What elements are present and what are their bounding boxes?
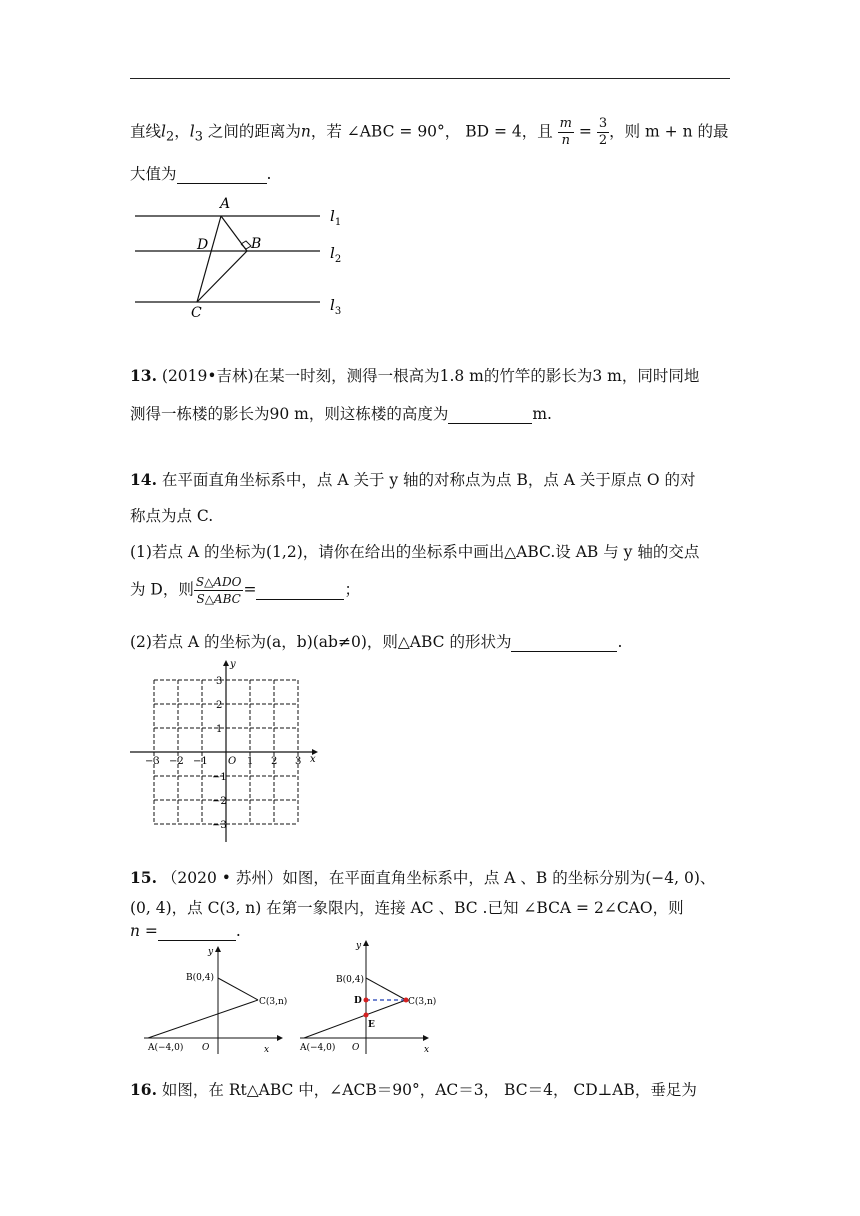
right-angle-mark [241, 241, 251, 249]
q13-unit: m. [532, 405, 552, 423]
var-l3: l [189, 122, 195, 141]
var-n: n [300, 122, 311, 141]
y-axis-label: y [356, 941, 362, 951]
label-D: D [354, 996, 362, 1006]
q15-text: （2020 • 苏州）如图，在平面直角坐标系中，点 A 、B 的坐标分别为(−4, 0)、 [156, 869, 716, 887]
period: . [266, 165, 272, 183]
q14-text: 为 D，则 [130, 580, 194, 599]
q13-text: 测得一栋楼的影长为90 m，则这栋楼的高度为 [130, 405, 449, 423]
q12-text: 直线 [130, 122, 162, 141]
q14-line-1 [130, 468, 695, 490]
y-axis-label: y [208, 947, 214, 957]
label-B: B(0,4) [186, 973, 214, 983]
x-axis-arrow [277, 1035, 283, 1041]
x-tick-labels [145, 756, 301, 767]
label-D: D [197, 237, 209, 253]
q15-figure-right [296, 934, 446, 1058]
segment-BC [218, 978, 258, 1000]
q13-line-1 [130, 364, 699, 386]
sub-3: 3 [194, 129, 203, 145]
q15-text: n = [130, 922, 158, 940]
q14-text: (2)若点 A 的坐标为(a，b)(ab≠0)，则△ABC 的形状为 [130, 633, 512, 651]
y-tick: −3 [212, 820, 227, 831]
answer-blank[interactable] [448, 405, 532, 424]
question-number: 15. [130, 868, 157, 887]
label-C: C [191, 305, 202, 321]
y-tick: 1 [216, 724, 223, 735]
x-axis-label: x [310, 754, 316, 765]
answer-blank[interactable] [511, 633, 617, 652]
q16-text: 如图，在 Rt△ABC 中，∠ACB＝90°，AC＝3， BC＝4， CD⊥AB，垂足为 [156, 1081, 697, 1099]
q14-line-5 [130, 630, 622, 652]
q15-text: (0, 4)，点 C(3, n) 在第一象限内，连接 AC 、BC .已知 ∠BCA = 2∠CAO，则 [130, 899, 684, 917]
q12-line-2 [130, 162, 271, 184]
fraction-m-over-n [558, 116, 574, 149]
point-D [364, 998, 369, 1003]
y-axis-arrow [363, 940, 369, 946]
q14-line-4 [130, 574, 360, 607]
x-tick: 3 [295, 756, 302, 767]
q12-text-b: 之间的距离为 [202, 122, 301, 141]
label-B: B(0,4) [336, 975, 364, 985]
label-C: C(3,n) [259, 997, 288, 1007]
label-A: A(−4,0) [148, 1043, 184, 1053]
q15-line-1 [130, 866, 715, 888]
q14-line-3 [130, 540, 699, 562]
frac-num: S△ADO [195, 575, 242, 589]
y-axis-arrow [215, 946, 221, 952]
answer-blank[interactable] [177, 165, 267, 184]
label-A: A(−4,0) [300, 1043, 336, 1053]
q13-text: (2019•吉林)在某一时刻，测得一根高为1.8 m的竹竿的影长为3 m，同时同地 [156, 367, 700, 385]
frac-den: 2 [598, 133, 608, 148]
period: . [235, 922, 241, 940]
frac-num: m [559, 116, 572, 131]
y-axis-label: y [230, 659, 236, 670]
x-tick: −3 [145, 756, 160, 767]
frac-num: 3 [598, 116, 608, 131]
fraction-area-ratio [194, 574, 244, 607]
x-tick: −2 [169, 756, 184, 767]
q15-figure-left [140, 942, 290, 1058]
q12-text-c: ，若 ∠ABC = 90°， BD = 4，且 [310, 122, 558, 141]
label-O: O [202, 1043, 210, 1053]
q14-text: 在平面直角坐标系中，点 A 关于 y 轴的对称点为点 B，点 A 关于原点 O 的对 [156, 471, 696, 489]
y-tick: −1 [212, 772, 227, 783]
frac-den: n [561, 133, 571, 148]
y-tick: 3 [216, 676, 223, 687]
x-axis-label: x [424, 1045, 430, 1055]
fraction-3-over-2 [597, 116, 609, 149]
answer-blank[interactable] [256, 581, 344, 600]
segment-AC [148, 1000, 258, 1038]
period: . [617, 633, 623, 651]
x-tick: 1 [247, 756, 254, 767]
q14-text: (1)若点 A 的坐标为(1,2)，请你在给出的坐标系中画出△ABC.设 AB 与 y 轴的交点 [130, 543, 700, 561]
q12-text: 大值为 [130, 165, 177, 183]
q15-line-3 [130, 922, 241, 941]
y-tick: 2 [216, 700, 223, 711]
x-tick: 2 [271, 756, 278, 767]
q14-coordinate-grid [128, 658, 328, 844]
label-A: A [220, 196, 231, 212]
label-l2: $l_2$ [330, 244, 342, 265]
x-axis-arrow [423, 1035, 429, 1041]
label-C: C(3,n) [408, 997, 437, 1007]
sub-2: 2 [165, 129, 175, 145]
origin-label: O [228, 756, 237, 767]
x-axis-label: x [264, 1045, 270, 1055]
label-E: E [368, 1020, 375, 1030]
var-l2: l [161, 122, 166, 141]
y-tick-labels [212, 676, 227, 831]
page-top-rule [130, 78, 730, 79]
q14-text: 称点为点 C. [130, 507, 214, 525]
segment-BC [366, 978, 406, 1000]
comma: ， [174, 122, 190, 141]
q12-text-d: ，则 m + n 的最 [609, 122, 729, 141]
label-O: O [352, 1043, 360, 1053]
label-l1: $l_1$ [330, 207, 342, 228]
label-l3: $l_3$ [330, 296, 342, 317]
question-number: 16. [130, 1080, 157, 1099]
q13-line-2 [130, 402, 552, 424]
q15-line-2 [130, 896, 684, 918]
question-number: 13. [130, 366, 157, 385]
x-tick: −1 [193, 756, 208, 767]
q12-line-1 [130, 116, 729, 149]
equals: = [574, 122, 597, 141]
label-B: B [251, 236, 262, 252]
y-tick: −2 [212, 796, 227, 807]
q12-figure [125, 192, 365, 322]
answer-blank[interactable] [158, 922, 236, 941]
point-E [364, 1013, 369, 1018]
question-number: 14. [130, 470, 157, 489]
frac-den: S△ABC [196, 592, 241, 606]
q14-line-2 [130, 504, 213, 526]
equals: = [243, 580, 257, 599]
q16-line-1 [130, 1078, 697, 1100]
semicolon: ； [344, 580, 360, 599]
y-axis-arrow [223, 660, 229, 666]
